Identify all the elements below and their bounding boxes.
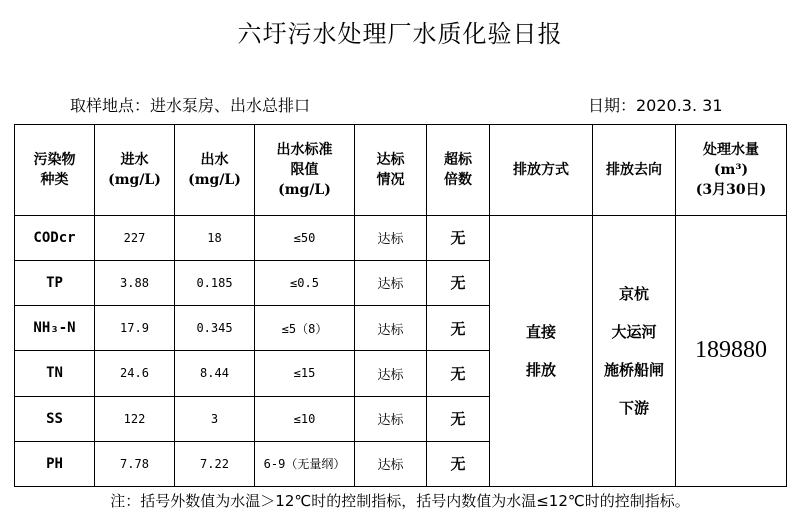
table-header-row <box>15 125 787 216</box>
influent-value: 24.6 <box>95 351 175 396</box>
header-discharge-dest: 排放去向 <box>593 125 676 216</box>
pollutant-name: NH₃-N <box>15 306 95 351</box>
header-influent: 进水 (mg/L) <box>95 125 175 216</box>
water-quality-table <box>14 124 787 487</box>
report-date: 日期：2020.3. 31 <box>588 96 723 115</box>
exceed-multiple: 无 <box>427 306 490 351</box>
exceed-multiple: 无 <box>427 351 490 396</box>
limit-value: 6-9（无量纲） <box>255 441 355 486</box>
header-treated-volume: 处理水量 (m³) (3月30日) <box>676 125 787 216</box>
treated-volume: 189880 <box>676 215 787 487</box>
header-compliance: 达标 情况 <box>355 125 427 216</box>
limit-value: ≤5（8） <box>255 306 355 351</box>
compliance-status: 达标 <box>355 396 427 441</box>
limit-value: ≤10 <box>255 396 355 441</box>
header-exceed: 超标 倍数 <box>427 125 490 216</box>
pollutant-name: SS <box>15 396 95 441</box>
footnote: 注：括号外数值为水温＞12℃时的控制指标，括号内数值为水温≤12℃时的控制指标。 <box>110 492 690 510</box>
pollutant-name: TP <box>15 260 95 305</box>
effluent-value: 18 <box>175 215 255 260</box>
pollutant-name: TN <box>15 351 95 396</box>
limit-value: ≤50 <box>255 215 355 260</box>
influent-value: 122 <box>95 396 175 441</box>
influent-value: 17.9 <box>95 306 175 351</box>
influent-value: 227 <box>95 215 175 260</box>
effluent-value: 7.22 <box>175 441 255 486</box>
limit-value: ≤15 <box>255 351 355 396</box>
exceed-multiple: 无 <box>427 396 490 441</box>
influent-value: 3.88 <box>95 260 175 305</box>
effluent-value: 8.44 <box>175 351 255 396</box>
compliance-status: 达标 <box>355 306 427 351</box>
discharge-destination: 京杭 大运河 施桥船闸 下游 <box>593 215 676 487</box>
influent-value: 7.78 <box>95 441 175 486</box>
exceed-multiple: 无 <box>427 441 490 486</box>
table-row <box>15 215 787 260</box>
header-effluent: 出水 (mg/L) <box>175 125 255 216</box>
compliance-status: 达标 <box>355 260 427 305</box>
discharge-mode: 直接 排放 <box>490 215 593 487</box>
effluent-value: 0.185 <box>175 260 255 305</box>
effluent-value: 0.345 <box>175 306 255 351</box>
exceed-multiple: 无 <box>427 260 490 305</box>
compliance-status: 达标 <box>355 215 427 260</box>
compliance-status: 达标 <box>355 441 427 486</box>
header-discharge-mode: 排放方式 <box>490 125 593 216</box>
compliance-status: 达标 <box>355 351 427 396</box>
header-limit: 出水标准 限值 (mg/L) <box>255 125 355 216</box>
exceed-multiple: 无 <box>427 215 490 260</box>
pollutant-name: PH <box>15 441 95 486</box>
report-title: 六圩污水处理厂水质化验日报 <box>237 20 563 48</box>
limit-value: ≤0.5 <box>255 260 355 305</box>
pollutant-name: CODcr <box>15 215 95 260</box>
sampling-location: 取样地点：进水泵房、出水总排口 <box>70 96 311 115</box>
header-pollutant: 污染物 种类 <box>15 125 95 216</box>
effluent-value: 3 <box>175 396 255 441</box>
